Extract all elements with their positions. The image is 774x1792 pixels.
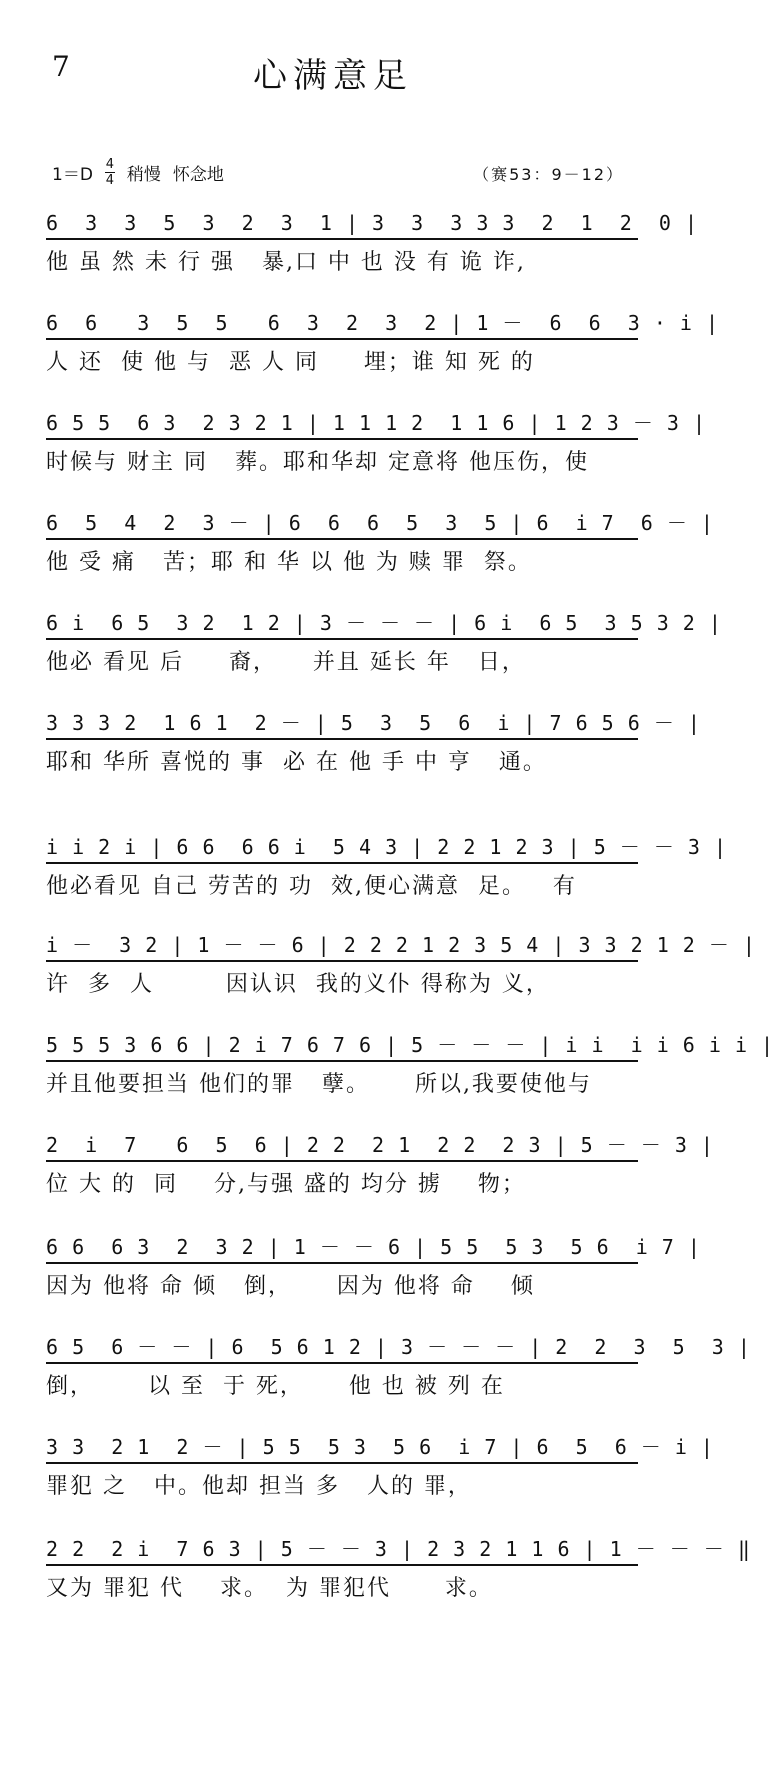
- beam-underline: [46, 738, 638, 740]
- lyrics-line: 人 还 使 他 与 恶 人 同 埋；谁 知 死 的: [46, 350, 535, 375]
- lyrics-line: 位 大 的 同 分,与强 盛的 均分 掳 物；: [46, 1172, 526, 1197]
- beam-underline: [46, 1262, 638, 1264]
- score-system: [46, 608, 722, 680]
- time-signature: [105, 158, 115, 187]
- score-system: [46, 1432, 714, 1504]
- score-system: [46, 1232, 701, 1304]
- lyrics-line: 因为 他将 命 倾 倒， 因为 他将 命 倾: [46, 1274, 535, 1299]
- notes-line: 3 3 3 2 1 6 1 2 － | 5 3 5 6 i | 7 6 5 6 － |: [46, 711, 701, 735]
- notes-line: 2 i 7 6 5 6 | 2 2 2 1 2 2 2 3 | 5 － － 3 |: [46, 1133, 714, 1157]
- beam-underline: [46, 1462, 638, 1464]
- song-meta: [52, 158, 224, 187]
- lyrics-line: 他必 看见 后 裔， 并且 延长 年 日，: [46, 650, 526, 675]
- score-system: [46, 508, 714, 580]
- tempo-marking: 稍慢: [126, 165, 161, 185]
- key-signature: 1＝D: [52, 165, 93, 185]
- notes-line: i － 3 2 | 1 － － 6 | 2 2 2 1 2 3 5 4 | 3 3 2 1 2 － |: [46, 933, 756, 957]
- lyrics-line: 又为 罪犯 代 求。 为 罪犯代 求。: [46, 1576, 493, 1601]
- notes-line: 6 i 6 5 3 2 1 2 | 3 － － － | 6 i 6 5 3 5 3 2 |: [46, 611, 722, 635]
- lyrics-line: 他 虽 然 未 行 强 暴,口 中 也 没 有 诡 诈,: [46, 250, 526, 275]
- page-number: 7: [52, 50, 70, 83]
- lyrics-line: 时候与 财主 同 葬。耶和华却 定意将 他压伤，使: [46, 450, 589, 475]
- lyrics-line: 许 多 人 因认识 我的义仆 得称为 义，: [46, 972, 550, 997]
- beam-underline: [46, 338, 638, 340]
- notes-line: 6 6 6 3 2 3 2 | 1 － － 6 | 5 5 5 3 5 6 i 7 |: [46, 1235, 701, 1259]
- score-system: [46, 708, 701, 780]
- lyrics-line: 他必看见 自己 劳苦的 功 效,便心满意 足。 有: [46, 874, 577, 899]
- lyrics-line: 耶和 华所 喜悦的 事 必 在 他 手 中 亨 通。: [46, 750, 547, 775]
- beam-underline: [46, 638, 638, 640]
- notes-line: 3 3 2 1 2 － | 5 5 5 3 5 6 i 7 | 6 5 6 － i |: [46, 1435, 714, 1459]
- time-top: 4: [105, 157, 115, 172]
- notes-line: 6 5 4 2 3 － | 6 6 6 5 3 5 | 6 i 7 6 － |: [46, 511, 714, 535]
- notes-line: 2 2 2 i 7 6 3 | 5 － － 3 | 2 3 2 1 1 6 | 1 － － － ‖: [46, 1537, 751, 1561]
- score-system: [46, 1534, 751, 1606]
- notes-line: 6 6 3 5 5 6 3 2 3 2 | 1 － 6 6 3 · i |: [46, 311, 720, 335]
- score-system: [46, 1332, 751, 1404]
- score-system: [46, 930, 756, 1002]
- notes-line: 6 3 3 5 3 2 3 1 | 3 3 3 3 3 2 1 2 0 |: [46, 211, 699, 235]
- beam-underline: [46, 1564, 638, 1566]
- score-system: [46, 308, 720, 380]
- lyrics-line: 并且他要担当 他们的罪 孽。 所以,我要使他与: [46, 1072, 592, 1097]
- beam-underline: [46, 862, 638, 864]
- beam-underline: [46, 238, 638, 240]
- scripture-reference: （赛53：9－12）: [473, 165, 624, 184]
- notes-line: 6 5 5 6 3 2 3 2 1 | 1 1 1 2 1 1 6 | 1 2 3 － 3 |: [46, 411, 707, 435]
- score-system: [46, 1030, 774, 1102]
- score-system: [46, 408, 707, 480]
- beam-underline: [46, 538, 638, 540]
- score-system: [46, 208, 699, 280]
- beam-underline: [46, 960, 638, 962]
- notes-line: 6 5 6 － － | 6 5 6 1 2 | 3 － － － | 2 2 3 5 3 |: [46, 1335, 751, 1359]
- score-system: [46, 1130, 714, 1202]
- notes-line: 5 5 5 3 6 6 | 2 i 7 6 7 6 | 5 － － － | i i i i 6 i i |: [46, 1033, 774, 1057]
- song-title: 心满意足: [253, 56, 413, 96]
- expression-marking: 怀念地: [172, 165, 224, 185]
- notes-line: i i 2 i | 6 6 6 6 i 5 4 3 | 2 2 1 2 3 | 5 － － 3 |: [46, 835, 728, 859]
- lyrics-line: 罪犯 之 中。他却 担当 多 人的 罪，: [46, 1474, 472, 1499]
- beam-underline: [46, 1060, 638, 1062]
- beam-underline: [46, 438, 638, 440]
- time-bottom: 4: [105, 173, 115, 188]
- lyrics-line: 倒， 以 至 于 死， 他 也 被 列 在: [46, 1374, 505, 1399]
- lyrics-line: 他 受 痛 苦；耶 和 华 以 他 为 赎 罪 祭。: [46, 550, 532, 575]
- score-system: [46, 832, 728, 904]
- beam-underline: [46, 1362, 638, 1364]
- beam-underline: [46, 1160, 638, 1162]
